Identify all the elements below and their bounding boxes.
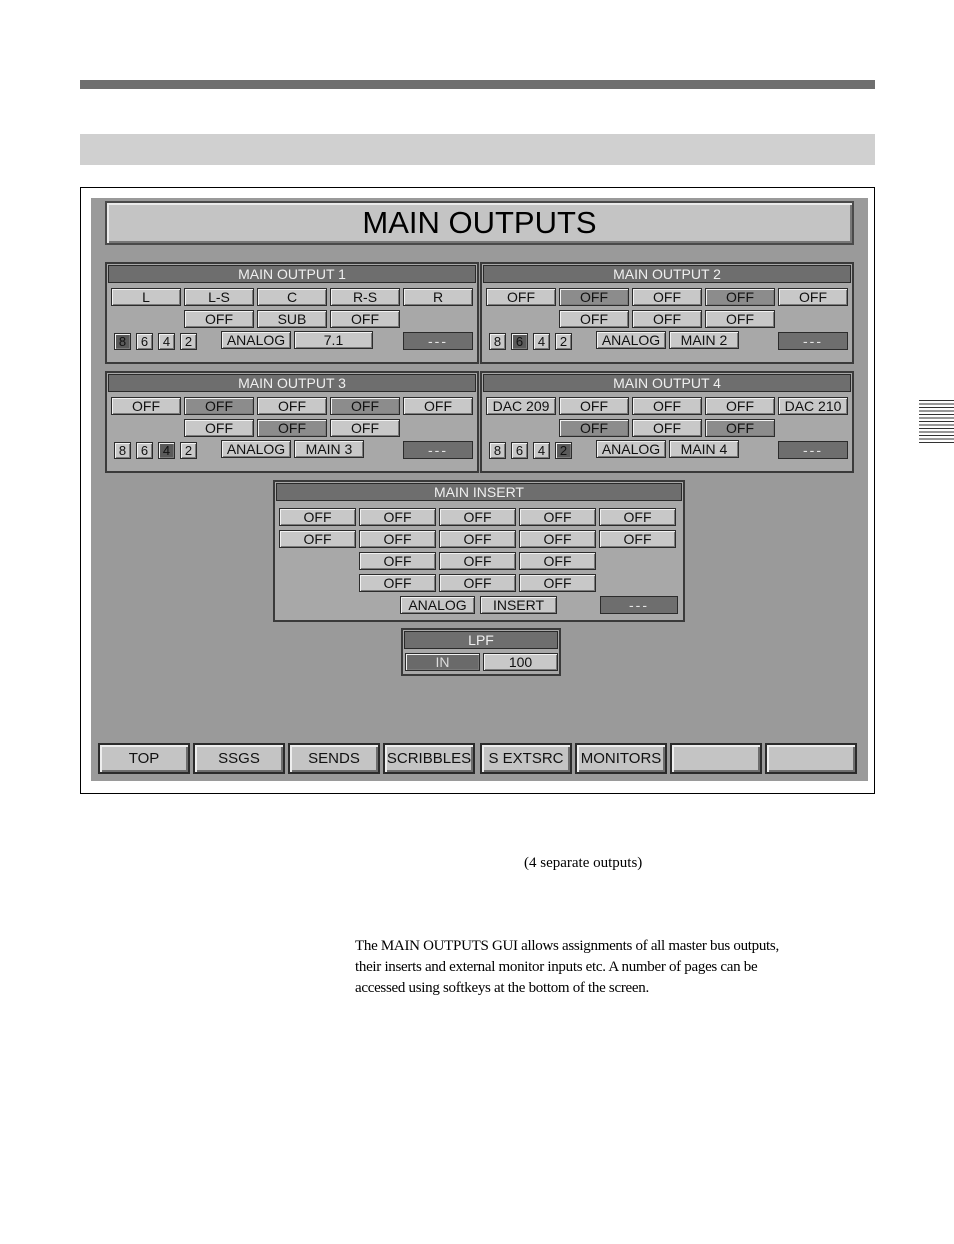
output-3-value: --- xyxy=(403,441,473,459)
softkey-s-extsrc[interactable]: S EXTSRC xyxy=(480,743,572,774)
screenshot-figure xyxy=(80,187,875,794)
output-3-channel-1[interactable]: OFF xyxy=(111,397,181,415)
output-3-channel-3[interactable]: OFF xyxy=(257,397,327,415)
insert-r2-5[interactable]: OFF xyxy=(599,530,676,548)
insert-r4-1[interactable]: OFF xyxy=(359,574,436,592)
output-2-analog-button[interactable]: ANALOG xyxy=(596,331,666,349)
output-3-format-6[interactable]: 6 xyxy=(136,442,153,459)
main-insert-header: MAIN INSERT xyxy=(276,483,682,501)
softkey-blank-7[interactable] xyxy=(670,743,762,774)
softkey-sends[interactable]: SENDS xyxy=(288,743,380,774)
output-4-assign-button[interactable]: MAIN 4 xyxy=(669,440,739,458)
output-4-row2-c[interactable]: OFF xyxy=(705,419,775,437)
output-4-row2-b[interactable]: OFF xyxy=(632,419,702,437)
output-1-sub[interactable]: SUB xyxy=(257,310,327,328)
output-2-channel-1[interactable]: OFF xyxy=(486,288,556,306)
insert-value: --- xyxy=(600,596,678,614)
output-2-format-8[interactable]: 8 xyxy=(489,333,506,350)
main-output-3-panel xyxy=(105,371,479,473)
output-1-channel-r[interactable]: R xyxy=(403,288,473,306)
output-1-channel-rs[interactable]: R-S xyxy=(330,288,400,306)
main-output-3-header: MAIN OUTPUT 3 xyxy=(108,374,476,392)
output-4-format-8[interactable]: 8 xyxy=(489,442,506,459)
output-2-format-6[interactable]: 6 xyxy=(511,333,528,350)
insert-r2-1[interactable]: OFF xyxy=(279,530,356,548)
output-2-format-4[interactable]: 4 xyxy=(533,333,550,350)
output-2-row2-a[interactable]: OFF xyxy=(559,310,629,328)
body-line: their inserts and external monitor inputs etc. A number of pages can be xyxy=(355,959,758,975)
output-3-analog-button[interactable]: ANALOG xyxy=(221,440,291,458)
main-output-1-header: MAIN OUTPUT 1 xyxy=(108,265,476,283)
output-2-assign-button[interactable]: MAIN 2 xyxy=(669,331,739,349)
lpf-in-button[interactable]: IN xyxy=(405,653,480,671)
insert-r3-1[interactable]: OFF xyxy=(359,552,436,570)
softkey-monitors[interactable]: MONITORS xyxy=(575,743,667,774)
insert-assign-button[interactable]: INSERT xyxy=(480,596,557,614)
softkey-blank-8[interactable] xyxy=(765,743,857,774)
insert-analog-button[interactable]: ANALOG xyxy=(400,596,475,614)
insert-r1-3[interactable]: OFF xyxy=(439,508,516,526)
output-3-assign-button[interactable]: MAIN 3 xyxy=(294,440,364,458)
output-3-format-8[interactable]: 8 xyxy=(114,442,131,459)
screen-title: MAIN OUTPUTS xyxy=(105,201,854,245)
output-1-row2-a[interactable]: OFF xyxy=(184,310,254,328)
insert-r2-4[interactable]: OFF xyxy=(519,530,596,548)
insert-r3-3[interactable]: OFF xyxy=(519,552,596,570)
output-1-row2-c[interactable]: OFF xyxy=(330,310,400,328)
main-output-2-panel xyxy=(480,262,854,364)
output-4-format-4[interactable]: 4 xyxy=(533,442,550,459)
output-2-channel-4[interactable]: OFF xyxy=(705,288,775,306)
output-3-row2-a[interactable]: OFF xyxy=(184,419,254,437)
main-output-4-header: MAIN OUTPUT 4 xyxy=(483,374,851,392)
lpf-panel xyxy=(401,628,561,676)
output-1-value: --- xyxy=(403,332,473,350)
output-1-channel-c[interactable]: C xyxy=(257,288,327,306)
main-output-2-header: MAIN OUTPUT 2 xyxy=(483,265,851,283)
output-4-row2-a[interactable]: OFF xyxy=(559,419,629,437)
output-2-row2-c[interactable]: OFF xyxy=(705,310,775,328)
output-1-format-4[interactable]: 4 xyxy=(158,333,175,350)
insert-r4-2[interactable]: OFF xyxy=(439,574,516,592)
chapter-tab-mark xyxy=(919,400,954,444)
output-4-format-6[interactable]: 6 xyxy=(511,442,528,459)
console-screen xyxy=(91,198,868,781)
insert-r4-3[interactable]: OFF xyxy=(519,574,596,592)
output-3-row2-c[interactable]: OFF xyxy=(330,419,400,437)
output-2-channel-2[interactable]: OFF xyxy=(559,288,629,306)
output-4-channel-3[interactable]: OFF xyxy=(632,397,702,415)
output-1-channel-l[interactable]: L xyxy=(111,288,181,306)
output-1-assign-button[interactable]: 7.1 xyxy=(294,331,373,349)
body-paragraph xyxy=(355,936,845,999)
output-3-format-4[interactable]: 4 xyxy=(158,442,175,459)
output-3-row2-b[interactable]: OFF xyxy=(257,419,327,437)
output-4-channel-1[interactable]: DAC 209 xyxy=(486,397,556,415)
output-4-channel-4[interactable]: OFF xyxy=(705,397,775,415)
main-output-1-panel xyxy=(105,262,479,364)
output-3-channel-5[interactable]: OFF xyxy=(403,397,473,415)
lpf-frequency-button[interactable]: 100 xyxy=(483,653,558,671)
figure-caption: (4 separate outputs) xyxy=(524,855,643,871)
output-1-format-6[interactable]: 6 xyxy=(136,333,153,350)
body-line: The MAIN OUTPUTS GUI allows assignments of all master bus outputs, xyxy=(355,938,779,954)
insert-r2-2[interactable]: OFF xyxy=(359,530,436,548)
output-3-format-2[interactable]: 2 xyxy=(180,442,197,459)
output-4-channel-2[interactable]: OFF xyxy=(559,397,629,415)
insert-r2-3[interactable]: OFF xyxy=(439,530,516,548)
output-3-channel-2[interactable]: OFF xyxy=(184,397,254,415)
insert-r1-1[interactable]: OFF xyxy=(279,508,356,526)
lpf-header: LPF xyxy=(404,631,558,649)
output-1-format-2[interactable]: 2 xyxy=(180,333,197,350)
insert-r1-5[interactable]: OFF xyxy=(599,508,676,526)
output-4-analog-button[interactable]: ANALOG xyxy=(596,440,666,458)
softkey-top[interactable]: TOP xyxy=(98,743,190,774)
output-2-channel-5[interactable]: OFF xyxy=(778,288,848,306)
softkey-ssgs[interactable]: SSGS xyxy=(193,743,285,774)
output-1-format-8[interactable]: 8 xyxy=(114,333,131,350)
output-4-value: --- xyxy=(778,441,848,459)
output-1-channel-ls[interactable]: L-S xyxy=(184,288,254,306)
output-2-value: --- xyxy=(778,332,848,350)
insert-r1-2[interactable]: OFF xyxy=(359,508,436,526)
header-rule xyxy=(80,80,875,89)
softkey-scribbles[interactable]: SCRIBBLES xyxy=(383,743,475,774)
main-insert-panel xyxy=(273,480,685,622)
output-2-channel-3[interactable]: OFF xyxy=(632,288,702,306)
body-line: accessed using softkeys at the bottom of the screen. xyxy=(355,980,649,996)
output-3-channel-4[interactable]: OFF xyxy=(330,397,400,415)
insert-r3-2[interactable]: OFF xyxy=(439,552,516,570)
section-band xyxy=(80,134,875,165)
output-1-analog-button[interactable]: ANALOG xyxy=(221,331,291,349)
output-4-format-2[interactable]: 2 xyxy=(555,442,572,459)
insert-r1-4[interactable]: OFF xyxy=(519,508,596,526)
output-4-channel-5[interactable]: DAC 210 xyxy=(778,397,848,415)
main-output-4-panel xyxy=(480,371,854,473)
output-2-format-2[interactable]: 2 xyxy=(555,333,572,350)
output-2-row2-b[interactable]: OFF xyxy=(632,310,702,328)
